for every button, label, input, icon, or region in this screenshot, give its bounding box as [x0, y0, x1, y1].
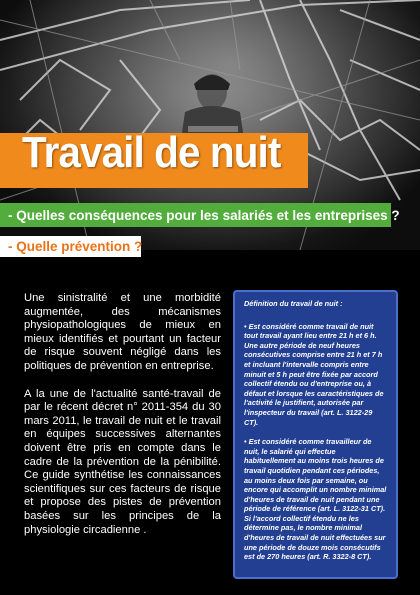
definition-box-title: Définition du travail de nuit : [244, 299, 343, 308]
intro-text-column [24, 292, 221, 551]
intro-paragraph-2: A la une de l'actualité santé-travail de par le récent décret n° 2011-354 du 30 mars 2011, le travail de nuit et le travail en équipes successives alternantes doivent être pris en compte dans le cadre de la prévention de la pénibilité. Ce guide synthétise les connaissances scientifiques sur ces facteurs de risque et propose des pistes de prévention basées sur les principes de la physiologie circadienne . [24, 387, 221, 536]
definition-paragraph-1: • Est considéré comme travail de nuit tout travail ayant lieu entre 21 h et 6 h. Une autre période de neuf heures consécutives comprise entre 21 h et 7 h et incluant l'intervalle compris entre minuit et 5 h peut être fixée par accord collectif étendu ou d'entreprise ou, à défaut et lorsque les caractéristiques de l'activité le justifient, autorisée par l'inspecteur du travail (art. L. 3122-29 CT). [244, 321, 384, 427]
subtitle-prevention: - Quelle prévention ? [8, 239, 143, 254]
definition-box [233, 290, 398, 579]
subtitle-prevention-band [0, 236, 141, 257]
intro-paragraph-1: Une sinistralité et une morbidité augmentée, des mécanismes physiopathologiques de mieux en mieux identifiés et pourtant un facteur de risque souvent négligé dans les politiques de prévention en entreprise. [24, 292, 221, 372]
subtitle-consequences: - Quelles conséquences pour les salariés et les entreprises ? [8, 207, 400, 223]
subtitle-consequences-band [0, 203, 400, 227]
page-title: Travail de nuit [22, 128, 281, 177]
definition-paragraph-2: • Est considéré comme travailleur de nuit, le salarié qui effectue habituellement au moins trois heures de travail quotidien pendant ces périodes, au moins deux fois par semaine, ou encore qui accomplit un nombre minimal d'heures de travail de nuit pendant une période de référence (art. L. 3122-31 CT). Si l'accord collectif étendu ne les détermine pas, le nombre minimal d'heures de travail de nuit effectuées sur une période de douze mois consécutifs est de 270 heures (art. R. 3322-8 CT). [244, 437, 387, 562]
